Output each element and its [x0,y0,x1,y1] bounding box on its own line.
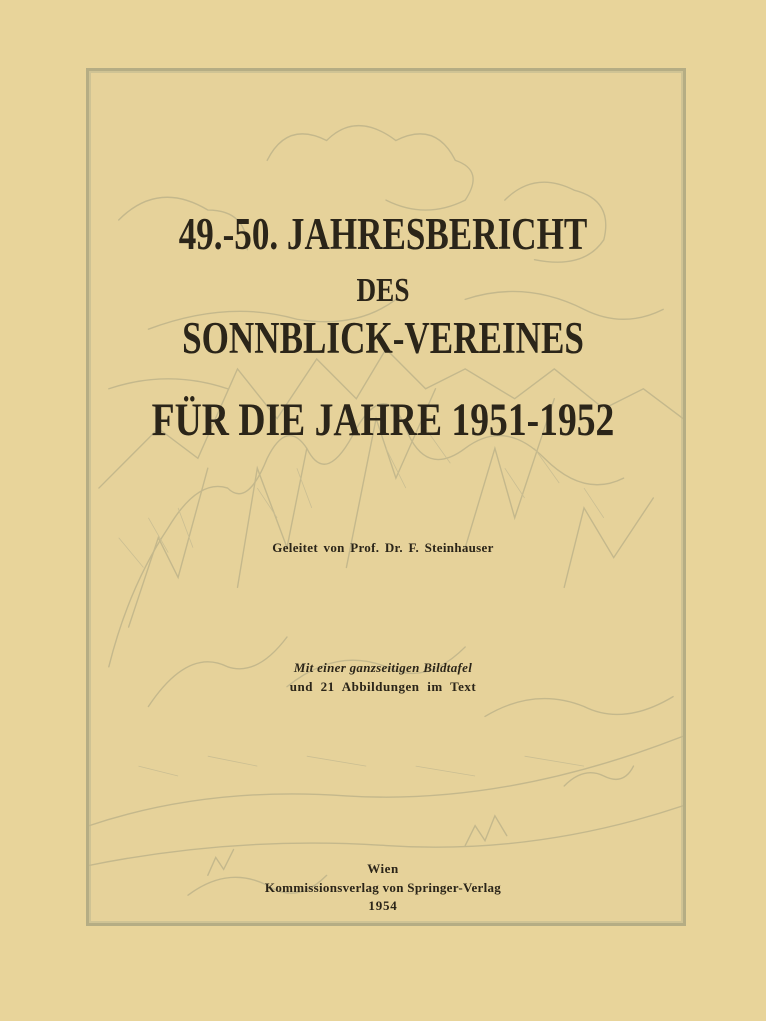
mountain-landscape-sketch [89,71,683,923]
title-line-2: DES [356,272,410,309]
publication-city: Wien [367,861,399,876]
illustrations-note-line-2: und 21 Abbildungen im Text [289,679,477,694]
title-line-4: FÜR DIE JAHRE 1951-1952 [151,394,615,446]
illustration-frame [86,68,686,926]
title-line-3: SONNBLICK-VEREINES [182,313,584,363]
editor-credit: Geleitet von Prof. Dr. F. Steinhauser [272,540,494,555]
publisher-name: Kommissionsverlag von Springer-Verlag [264,880,502,895]
title-line-1: 49.-50. JAHRESBERICHT [178,209,588,259]
publication-year: 1954 [368,898,398,913]
illustrations-note-line-1: Mit einer ganzseitigen Bildtafel [293,660,473,675]
